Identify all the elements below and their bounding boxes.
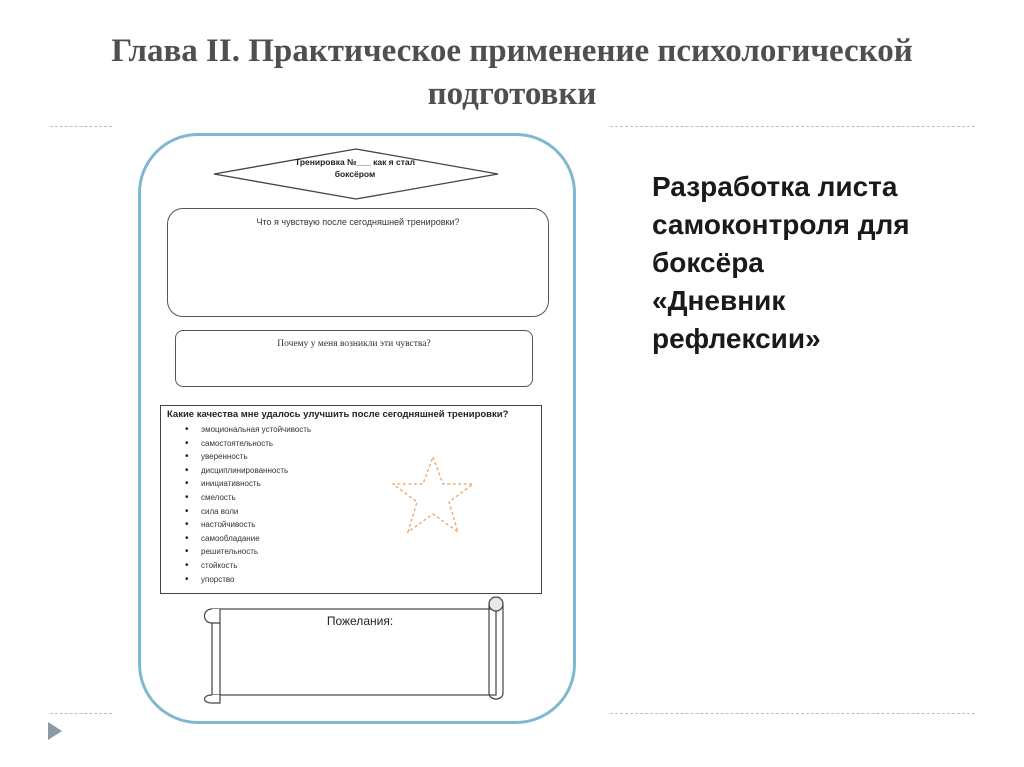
list-item: • сила воли xyxy=(185,505,311,519)
list-item: • решительность xyxy=(185,545,311,559)
subtitle-line: боксёра xyxy=(652,247,764,278)
star-icon xyxy=(387,454,479,538)
list-item: • самостоятельность xyxy=(185,437,311,451)
list-item: • уверенность xyxy=(185,450,311,464)
list-item: • упорство xyxy=(185,573,311,587)
qualities-title: Какие качества мне удалось улучшить после сегодняшней тренировки? xyxy=(167,409,509,420)
subtitle-line: самоконтроля для xyxy=(652,209,910,240)
wishes-label: Пожелания: xyxy=(326,614,394,628)
slide-title-line-1: Глава II. Практическое применение психологической xyxy=(111,33,913,69)
list-item: • инициативность xyxy=(185,477,311,491)
slide-title xyxy=(60,30,964,116)
list-item: • эмоциональная устойчивость xyxy=(185,423,311,437)
list-item: • самообладание xyxy=(185,532,311,546)
list-item: • дисциплинированность xyxy=(185,464,311,478)
bottom-divider-right xyxy=(610,713,975,714)
training-diamond-label xyxy=(260,156,450,180)
list-item: • смелость xyxy=(185,491,311,505)
diamond-line-2: боксёром xyxy=(334,169,376,179)
nav-play-arrow-icon[interactable] xyxy=(46,720,64,742)
bottom-divider-left xyxy=(50,713,112,714)
list-item: • стойкость xyxy=(185,559,311,573)
subtitle-line: рефлексии» xyxy=(652,323,821,354)
subtitle-line: «Дневник xyxy=(652,285,786,316)
list-item: • настойчивость xyxy=(185,518,311,532)
subtitle-line: Разработка листа xyxy=(652,171,898,202)
scroll-banner xyxy=(198,595,510,705)
diamond-line-1: Тренировка №___ как я стал xyxy=(294,157,416,167)
feelings-question: Что я чувствую после сегодняшней тренировки? xyxy=(256,217,460,227)
reasons-question: Почему у меня возникли эти чувства? xyxy=(277,339,431,349)
slide-subtitle xyxy=(652,168,992,358)
top-divider-left xyxy=(50,126,112,127)
top-divider-right xyxy=(610,126,975,127)
feelings-box xyxy=(167,208,549,317)
qualities-box xyxy=(160,405,542,594)
qualities-list xyxy=(185,423,311,586)
reasons-box xyxy=(175,330,533,387)
slide-title-line-2: подготовки xyxy=(427,76,597,112)
